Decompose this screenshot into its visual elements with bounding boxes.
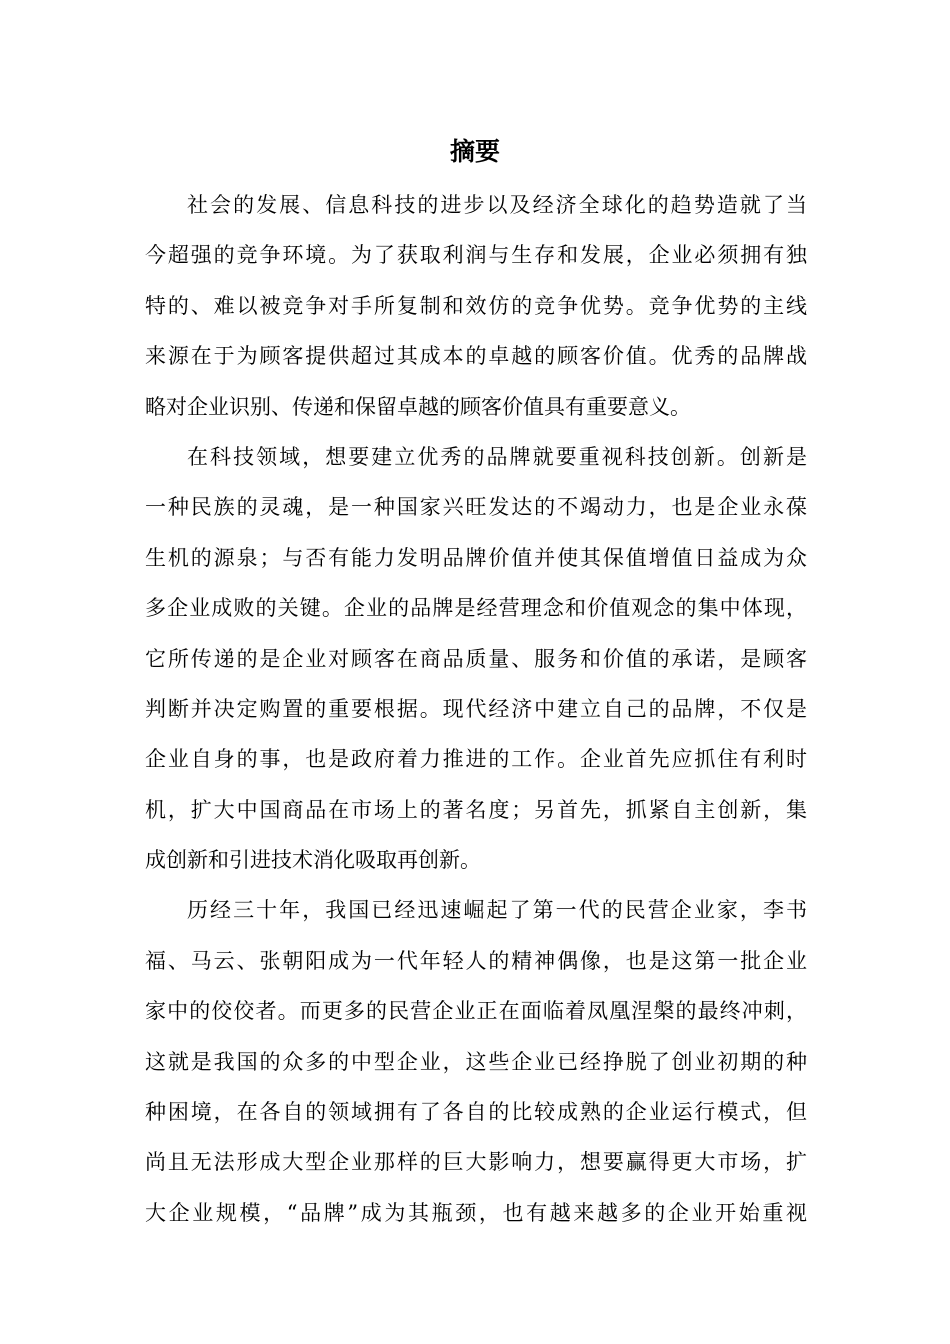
text-line: 在科技领域，想要建立优秀的品牌就要重视科技创新。创新是 — [187, 444, 807, 469]
text-line: 一种民族的灵魂，是一种国家兴旺发达的不竭动力，也是企业永葆 — [145, 495, 807, 520]
page-title: 摘要 — [449, 137, 500, 166]
paragraph-3 — [145, 885, 807, 1238]
text-line: 生机的源泉；与否有能力发明品牌价值并使其保值增值日益成为众 — [145, 545, 807, 570]
text-line: 种困境，在各自的领域拥有了各自的比较成熟的企业运行模式，但 — [145, 1100, 807, 1125]
text-line: 大企业规模，“品牌”成为其瓶颈，也有越来越多的企业开始重视 — [145, 1200, 807, 1225]
text-line: 略对企业识别、传递和保留卓越的顾客价值具有重要意义。 — [145, 394, 691, 419]
text-line: 判断并决定购置的重要根据。现代经济中建立自己的品牌，不仅是 — [145, 696, 807, 721]
paragraph-1 — [145, 180, 807, 432]
text-line: 它所传递的是企业对顾客在商品质量、服务和价值的承诺，是顾客 — [145, 646, 807, 671]
paragraph-2 — [145, 432, 807, 886]
text-line: 来源在于为顾客提供超过其成本的卓越的顾客价值。优秀的品牌战 — [145, 344, 807, 369]
text-line: 社会的发展、信息科技的进步以及经济全球化的趋势造就了当 — [187, 193, 807, 217]
text-line: 机，扩大中国商品在市场上的著名度；另首先，抓紧自主创新，集 — [145, 797, 807, 822]
abstract-body — [145, 180, 807, 1238]
text-line: 成创新和引进技术消化吸取再创新。 — [145, 848, 481, 873]
text-line: 福、马云、张朝阳成为一代年轻人的精神偶像，也是这第一批企业 — [145, 948, 807, 973]
text-line: 历经三十年，我国已经迅速崛起了第一代的民营企业家，李书 — [187, 898, 807, 923]
text-line: 今超强的竞争环境。为了获取利润与生存和发展，企业必须拥有独 — [145, 243, 807, 268]
text-line: 企业自身的事，也是政府着力推进的工作。企业首先应抓住有利时 — [145, 747, 807, 772]
text-line: 这就是我国的众多的中型企业，这些企业已经挣脱了创业初期的种 — [145, 1049, 807, 1074]
text-line: 尚且无法形成大型企业那样的巨大影响力，想要赢得更大市场，扩 — [145, 1150, 807, 1175]
text-line: 家中的佼佼者。而更多的民营企业正在面临着凤凰涅槃的最终冲刺， — [145, 999, 807, 1024]
text-line: 多企业成败的关键。企业的品牌是经营理念和价值观念的集中体现， — [145, 596, 807, 621]
text-line: 特的、难以被竞争对手所复制和效仿的竞争优势。竞争优势的主线 — [145, 293, 807, 318]
